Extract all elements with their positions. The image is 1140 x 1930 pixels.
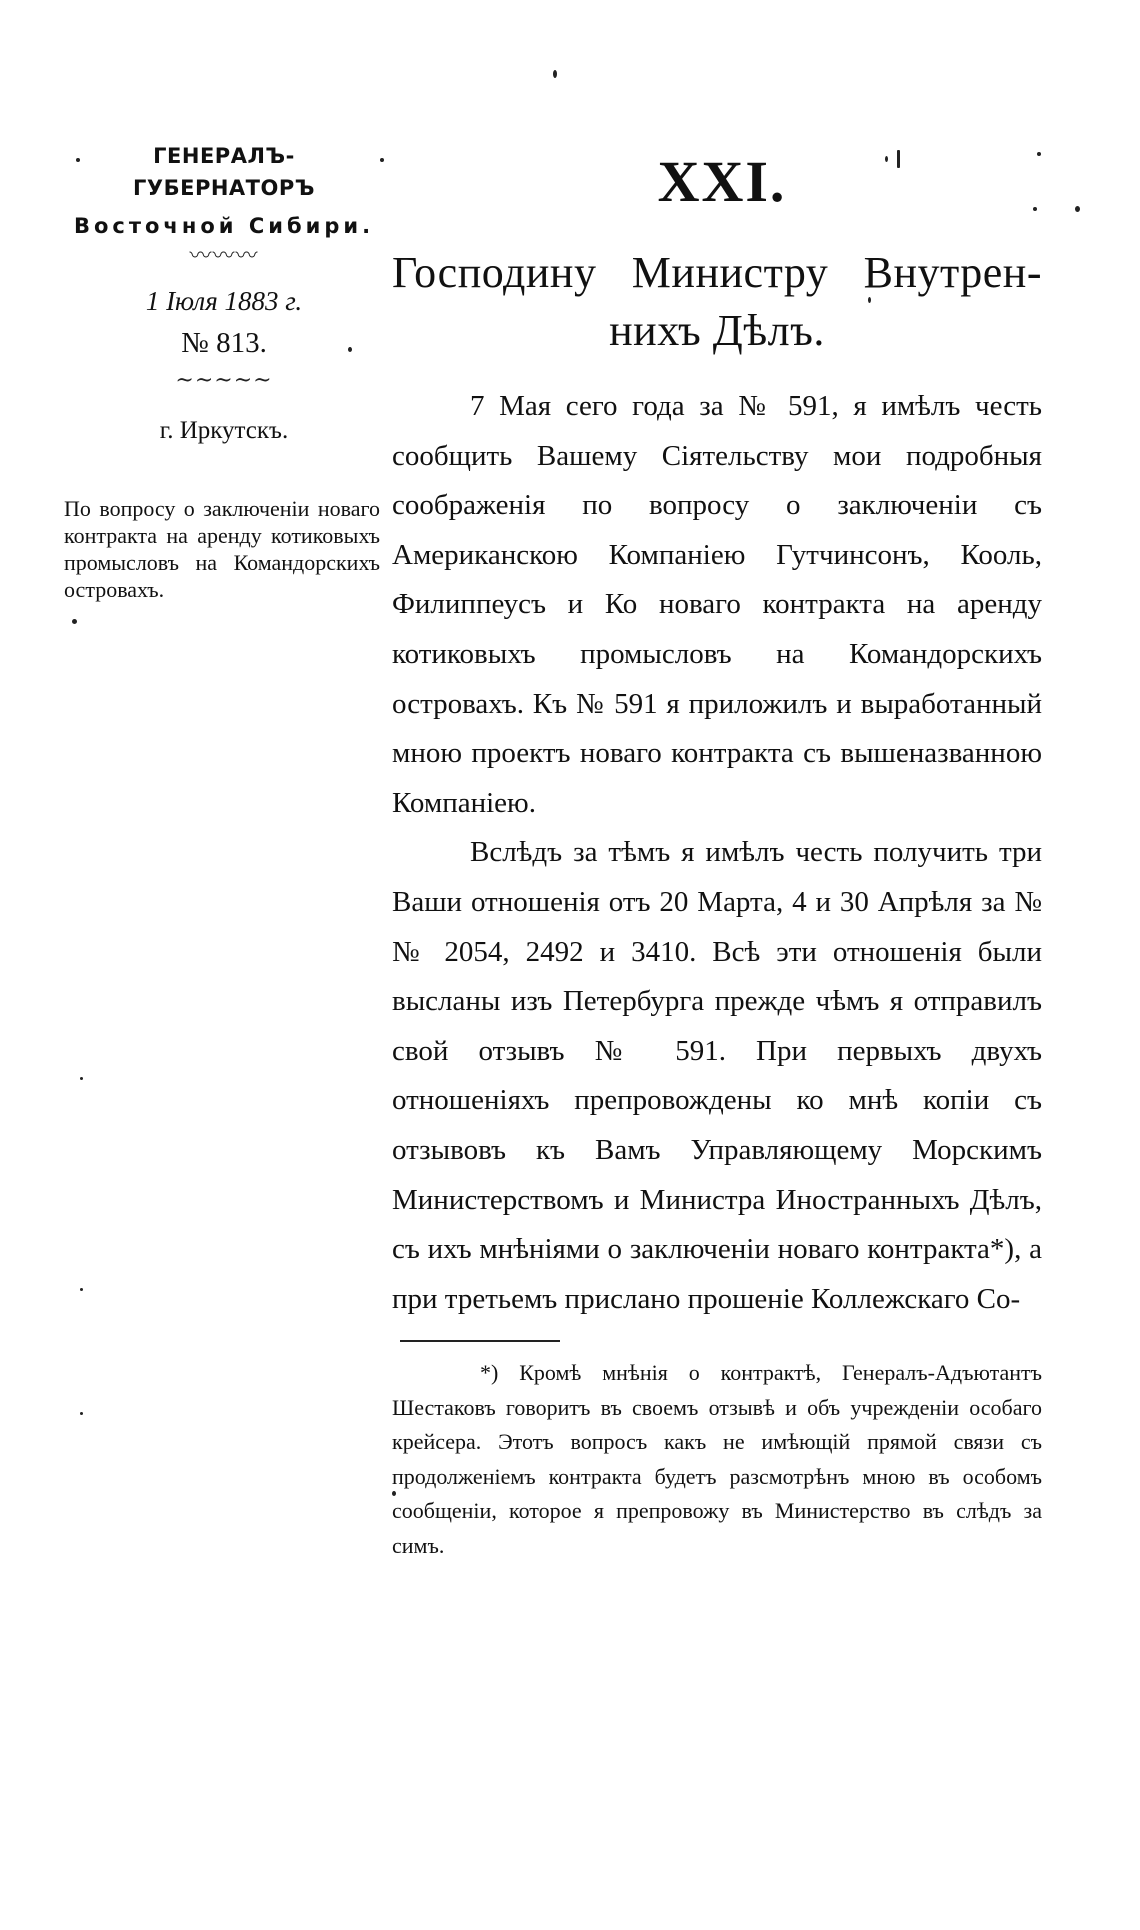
main-text-column (392, 150, 1042, 1563)
scan-speck (868, 297, 871, 303)
footnote-separator (400, 1340, 560, 1342)
section-numeral: XXI. (657, 149, 787, 214)
scan-speck (1037, 152, 1041, 156)
sender-region: Восточной Сибири. (73, 214, 375, 238)
body-paragraph-2: Вслѣдъ за тѣмъ я имѣлъ честь получить три Ваши отношенія отъ 20 Марта, 4 и 30 Апрѣля за №№ 2054, 2492 и 3410. Всѣ эти отношенія были высланы изъ Петербурга прежде чѣмъ я отправилъ свой отзывъ № 591. При первыхъ двухъ отношеніяхъ препровождены ко мнѣ копіи съ отзывовъ къ Вамъ Управляющему Морскимъ Министерствомъ и Министра Иностранныхъ Дѣлъ, съ ихъ мнѣніями о заключеніи новаго контракта*), а при третьемъ прислано прошеніе Коллежскаго Со- (392, 836, 1042, 1315)
scan-speck (392, 1491, 396, 1496)
scan-speck (80, 1077, 83, 1080)
sender-title: ГЕНЕРАЛЪ-ГУБЕРНАТОРЪ (133, 144, 315, 200)
scan-speck (1033, 207, 1037, 211)
scan-speck (1075, 206, 1080, 212)
scan-speck (80, 1288, 83, 1291)
scan-speck (553, 70, 557, 78)
addressee (392, 244, 1042, 360)
scan-speck (380, 158, 384, 162)
scan-speck (348, 347, 352, 352)
ornament-divider-2: ~~~~~ (175, 368, 273, 393)
letter-date: 1 Іюля 1883 г. (145, 286, 303, 316)
scan-speck (72, 619, 77, 624)
scan-speck (897, 150, 900, 168)
letter-number: № 813. (181, 327, 267, 359)
footnote: *) Кромѣ мнѣнія о контрактѣ, Генералъ-Адъютантъ Шестаковъ говоритъ въ своемъ отзывѣ и объ учрежденіи особаго крейсера. Этотъ вопросъ какъ не имѣющій прямой связи съ продолженіемъ контракта будетъ разсмотрѣнъ мною въ особомъ сообщеніи, которое я препровожу въ Министерство въ слѣдъ за симъ. (392, 1360, 1042, 1558)
scan-speck (80, 1412, 83, 1415)
scan-speck (76, 158, 80, 162)
addressee-line-2: нихъ Дѣлъ. (609, 306, 825, 355)
letter-place: г. Иркутскъ. (159, 417, 289, 444)
scan-speck (885, 156, 888, 162)
ornament-divider: 〰〰〰 (189, 244, 259, 269)
letter-subject: По вопросу о заключеніи новаго контракта на аренду котиковыхъ промысловъ на Командорскихъ островахъ. (64, 496, 380, 602)
letter-header (64, 140, 384, 448)
body-paragraph-1: 7 Мая сего года за № 591, я имѣлъ честь сообщить Вашему Сіятельству мои подробныя соображенія по вопросу о заключеніи съ Американскою Компаніею Гутчинсонъ, Кооль, Филиппеусъ и Ко новаго контракта на аренду котиковыхъ промысловъ на Командорскихъ островахъ. Къ № 591 я приложилъ и выработанный мною проектъ новаго контракта съ вышеназванною Компаніею. (392, 390, 1042, 819)
addressee-line-1: Господину Министру Внутрен- (392, 248, 1042, 297)
